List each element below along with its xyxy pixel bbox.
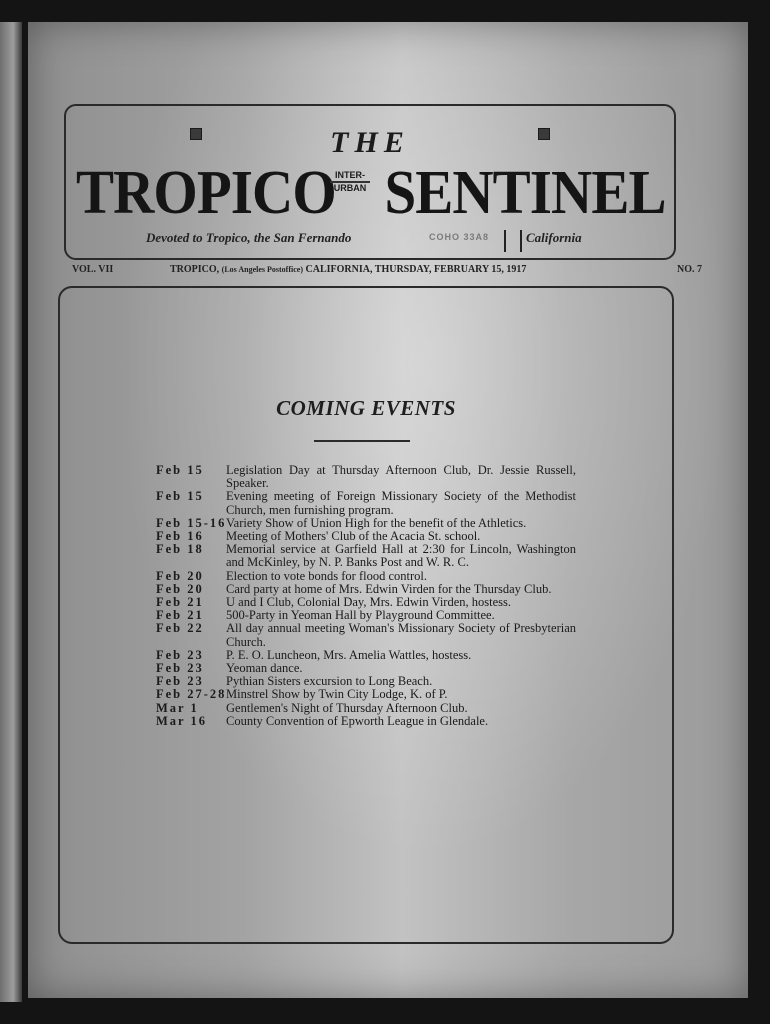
dateline <box>72 264 704 280</box>
event-date: Feb 20 <box>156 568 204 583</box>
event-description: Pythian Sisters excursion to Long Beach. <box>226 674 433 689</box>
event-item <box>156 464 576 490</box>
event-description: U and I Club, Colonial Day, Mrs. Edwin Virden, hostess. <box>226 595 511 610</box>
event-item <box>156 490 576 516</box>
tagline-row <box>66 228 674 250</box>
section-heading: COMING EVENTS <box>276 396 456 420</box>
issue-number: NO. 7 <box>677 264 702 275</box>
event-description: Gentlemen's Night of Thursday Afternoon Club. <box>226 700 468 715</box>
masthead-title-right: SENTINEL <box>384 159 666 227</box>
library-stamp: COHO 33A8 <box>428 232 490 242</box>
event-description: 500-Party in Yeoman Hall by Playground Committee. <box>226 608 495 623</box>
dateline-date: CALIFORNIA, THURSDAY, FEBRUARY 15, 1917 <box>305 264 527 275</box>
heading-rule <box>314 440 410 442</box>
event-date: Mar 1 <box>156 700 199 715</box>
event-description: Meeting of Mothers' Club of the Acacia St. school. <box>226 529 481 544</box>
event-description: County Convention of Epworth League in Glendale. <box>226 713 489 728</box>
event-description: Evening meeting of Foreign Missionary Society of the Methodist Church, men furnishing program. <box>226 489 576 517</box>
event-description: All day annual meeting Woman's Missionary Society of Presbyterian Church. <box>226 621 576 649</box>
event-date: Feb 15-16 <box>156 515 227 530</box>
event-date: Mar 16 <box>156 713 207 728</box>
event-date: Feb 21 <box>156 595 204 610</box>
masthead-inter: INTER- <box>330 170 370 182</box>
event-date: Feb 15 <box>156 463 204 477</box>
event-description: Memorial service at Garfield Hall at 2:30 for Lincoln, Washington and McKinley, by N. P. Banks Post and W. R. C. <box>226 542 576 570</box>
dateline-center <box>170 264 526 275</box>
masthead-urban: URBAN <box>330 182 370 194</box>
event-date: Feb 16 <box>156 529 204 544</box>
event-item <box>156 622 576 648</box>
masthead-interurban <box>330 170 370 194</box>
event-description: Variety Show of Union High for the benefit of the Athletics. <box>226 515 527 530</box>
event-item <box>156 543 576 569</box>
event-item <box>156 570 576 583</box>
tagline-end: California <box>526 230 582 245</box>
event-item <box>156 688 576 701</box>
dateline-postoffice: (Los Angeles Postoffice) <box>221 265 303 274</box>
dateline-place: TROPICO, <box>170 264 220 275</box>
events-list <box>156 464 576 728</box>
masthead <box>64 104 676 260</box>
event-description: Minstrel Show by Twin City Lodge, K. of P. <box>226 687 448 702</box>
event-description: P. E. O. Luncheon, Mrs. Amelia Wattles, hostess. <box>226 647 472 662</box>
event-date: Feb 22 <box>156 621 204 636</box>
event-date: Feb 15 <box>156 489 204 504</box>
event-description: Election to vote bonds for flood control. <box>226 568 428 583</box>
newspaper-page <box>28 22 748 998</box>
event-date: Feb 21 <box>156 608 204 623</box>
event-date: Feb 27-28 <box>156 687 227 702</box>
event-date: Feb 23 <box>156 647 204 662</box>
event-item <box>156 702 576 715</box>
tagline: Devoted to Tropico, the San Fernando <box>146 230 352 245</box>
event-date: Feb 18 <box>156 542 204 557</box>
masthead-title-row <box>72 158 668 227</box>
event-date: Feb 23 <box>156 661 204 676</box>
event-description: Legislation Day at Thursday Afternoon Club, Dr. Jessie Russell, Speaker. <box>226 463 576 491</box>
volume-label: VOL. VII <box>72 264 114 275</box>
event-date: Feb 20 <box>156 581 204 596</box>
event-item <box>156 715 576 728</box>
masthead-title-left: TROPICO <box>76 159 336 227</box>
previous-page-edge <box>0 22 22 1002</box>
masthead-the: THE <box>330 126 410 159</box>
bar-marks-icon <box>504 230 522 252</box>
event-item <box>156 649 576 662</box>
content-box <box>58 286 674 944</box>
event-description: Yeoman dance. <box>226 661 303 676</box>
event-date: Feb 23 <box>156 674 204 689</box>
event-description: Card party at home of Mrs. Edwin Virden for the Thursday Club. <box>226 581 552 596</box>
